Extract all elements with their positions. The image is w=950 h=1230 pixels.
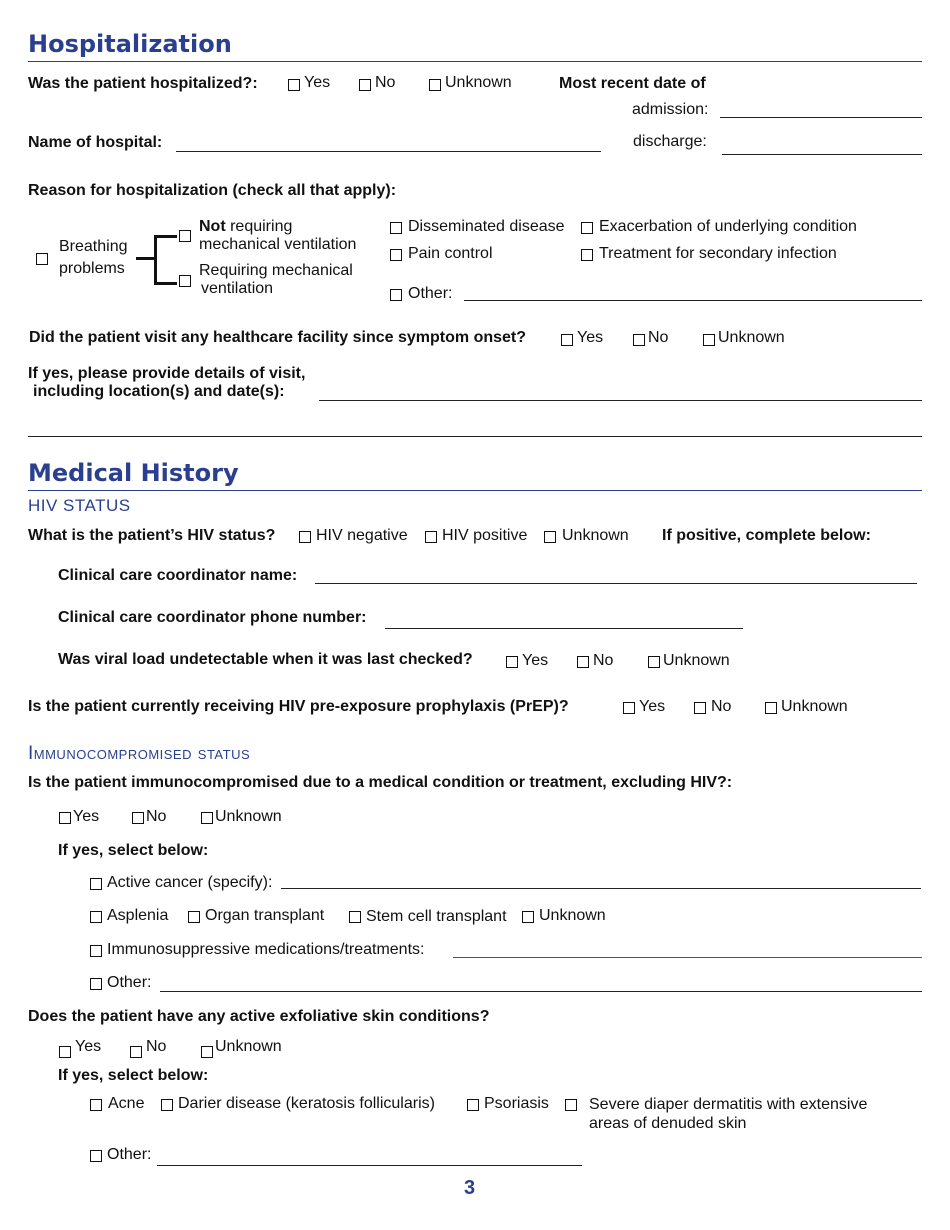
medical-history-heading: Medical History (28, 459, 239, 487)
if-positive-label: If positive, complete below: (662, 527, 871, 544)
exacerbation-label: Exacerbation of underlying condition (599, 218, 857, 235)
bracket (154, 235, 177, 285)
hiv-unknown-label: Unknown (562, 527, 629, 544)
hiv-positive-label: HIV positive (442, 527, 528, 544)
pain-control-checkbox[interactable] (390, 249, 402, 261)
skin-question: Does the patient have any active exfoliative skin conditions? (28, 1008, 490, 1025)
skin-no-label: No (146, 1038, 167, 1055)
visit-details-label-1: If yes, please provide details of visit, (28, 365, 306, 382)
prep-unknown-checkbox[interactable] (765, 702, 777, 714)
immuno-unknown-checkbox[interactable] (201, 812, 213, 824)
not-requiring-label-2: mechanical ventilation (199, 236, 357, 253)
admission-date-field[interactable] (720, 117, 922, 118)
stem-cell-label: Stem cell transplant (366, 908, 507, 925)
visit-no-label: No (648, 329, 669, 346)
immuno-select-unknown-label: Unknown (539, 907, 606, 924)
section-divider (28, 61, 922, 62)
visit-details-field-1[interactable] (319, 400, 922, 401)
prep-yes-label: Yes (639, 698, 666, 715)
hospitalization-heading: Hospitalization (28, 30, 232, 58)
immunocompromised-subheading: Immunocompromised status (28, 743, 251, 764)
reason-other-checkbox[interactable] (390, 289, 402, 301)
breathing-label-2: problems (59, 260, 125, 277)
skin-unknown-label: Unknown (215, 1038, 282, 1055)
hospital-name-field[interactable] (176, 151, 601, 152)
immuno-other-field[interactable] (160, 991, 922, 992)
not-requiring-label (199, 218, 292, 236)
hiv-negative-checkbox[interactable] (299, 531, 311, 543)
breathing-label-1: Breathing (59, 238, 128, 255)
viral-unknown-checkbox[interactable] (648, 656, 660, 668)
prep-unknown-label: Unknown (781, 698, 848, 715)
visit-details-field-2[interactable] (28, 436, 922, 437)
bracket-stem (136, 257, 156, 260)
skin-no-checkbox[interactable] (130, 1046, 142, 1058)
immunosuppressive-field[interactable] (453, 957, 922, 958)
asplenia-label: Asplenia (107, 907, 169, 924)
visit-details-label-2: including location(s) and date(s): (33, 383, 285, 400)
recent-date-label: Most recent date of (559, 75, 706, 92)
exacerbation-checkbox[interactable] (581, 222, 593, 234)
hospitalized-unknown-label: Unknown (445, 74, 512, 91)
hospitalized-no-label: No (375, 74, 396, 91)
viral-yes-checkbox[interactable] (506, 656, 518, 668)
immuno-if-yes-label: If yes, select below: (58, 842, 209, 859)
immuno-no-checkbox[interactable] (132, 812, 144, 824)
disseminated-label: Disseminated disease (408, 218, 565, 235)
skin-unknown-checkbox[interactable] (201, 1046, 213, 1058)
viral-unknown-label: Unknown (663, 652, 730, 669)
viral-yes-label: Yes (522, 652, 549, 669)
visit-yes-checkbox[interactable] (561, 334, 573, 346)
immunocompromised-question: Is the patient immunocompromised due to a medical condition or treatment, excluding HIV?: (28, 774, 733, 791)
acne-label: Acne (108, 1095, 145, 1112)
breathing-problems-checkbox[interactable] (36, 253, 48, 265)
hiv-status-subheading: HIV STATUS (28, 496, 131, 515)
psoriasis-checkbox[interactable] (467, 1099, 479, 1111)
immuno-other-checkbox[interactable] (90, 978, 102, 990)
prep-yes-checkbox[interactable] (623, 702, 635, 714)
skin-yes-checkbox[interactable] (59, 1046, 71, 1058)
prep-no-label: No (711, 698, 732, 715)
prep-no-checkbox[interactable] (694, 702, 706, 714)
visit-unknown-checkbox[interactable] (703, 334, 715, 346)
stem-cell-checkbox[interactable] (349, 911, 361, 923)
page-number: 3 (464, 1177, 476, 1199)
immuno-select-unknown-checkbox[interactable] (522, 911, 534, 923)
diaper-dermatitis-checkbox[interactable] (565, 1099, 577, 1111)
hospitalized-yes-checkbox[interactable] (288, 79, 300, 91)
coordinator-name-field[interactable] (315, 583, 917, 584)
immuno-no-label: No (146, 808, 167, 825)
hospitalized-no-checkbox[interactable] (359, 79, 371, 91)
immuno-unknown-label: Unknown (215, 808, 282, 825)
skin-if-yes-label: If yes, select below: (58, 1067, 209, 1084)
hospitalized-unknown-checkbox[interactable] (429, 79, 441, 91)
skin-other-label: Other: (107, 1146, 152, 1163)
coordinator-name-label: Clinical care coordinator name: (58, 567, 298, 584)
hospitalized-question: Was the patient hospitalized?: (28, 75, 258, 92)
skin-other-checkbox[interactable] (90, 1150, 102, 1162)
pain-control-label: Pain control (408, 245, 493, 262)
organ-transplant-label: Organ transplant (205, 907, 325, 924)
diaper-label-2: areas of denuded skin (589, 1115, 747, 1132)
immuno-yes-label: Yes (73, 808, 100, 825)
skin-other-field[interactable] (157, 1165, 582, 1166)
requiring-ventilation-checkbox[interactable] (179, 275, 191, 287)
visit-unknown-label: Unknown (718, 329, 785, 346)
psoriasis-label: Psoriasis (484, 1095, 549, 1112)
requiring-label-1: Requiring mechanical (199, 262, 353, 279)
active-cancer-field[interactable] (281, 888, 921, 889)
immunosuppressive-label: Immunosuppressive medications/treatments: (107, 941, 425, 958)
visit-yes-label: Yes (577, 329, 604, 346)
discharge-date-field[interactable] (722, 154, 922, 155)
secondary-infection-label: Treatment for secondary infection (599, 245, 837, 262)
visit-no-checkbox[interactable] (633, 334, 645, 346)
acne-checkbox[interactable] (90, 1099, 102, 1111)
active-cancer-label: Active cancer (specify): (107, 874, 273, 891)
diaper-label-1: Severe diaper dermatitis with extensive (589, 1096, 868, 1113)
not-requiring-ventilation-checkbox[interactable] (179, 230, 191, 242)
prep-question: Is the patient currently receiving HIV pre-exposure prophylaxis (PrEP)? (28, 698, 569, 715)
discharge-label: discharge: (633, 133, 707, 150)
hiv-question: What is the patient’s HIV status? (28, 527, 276, 544)
active-cancer-checkbox[interactable] (90, 878, 102, 890)
disseminated-checkbox[interactable] (390, 222, 402, 234)
organ-transplant-checkbox[interactable] (188, 911, 200, 923)
asplenia-checkbox[interactable] (90, 911, 102, 923)
darier-label: Darier disease (keratosis follicularis) (178, 1095, 435, 1112)
viral-load-question: Was viral load undetectable when it was last checked? (58, 651, 473, 668)
reason-other-field[interactable] (464, 300, 922, 301)
admission-label: admission: (632, 101, 709, 118)
secondary-infection-checkbox[interactable] (581, 249, 593, 261)
hiv-positive-checkbox[interactable] (425, 531, 437, 543)
reason-label: Reason for hospitalization (check all that apply): (28, 182, 397, 199)
skin-yes-label: Yes (75, 1038, 102, 1055)
requiring-label-2: ventilation (201, 280, 274, 297)
hiv-negative-label: HIV negative (316, 527, 408, 544)
viral-no-label: No (593, 652, 614, 669)
hospital-name-label: Name of hospital: (28, 134, 163, 151)
reason-other-label: Other: (408, 285, 453, 302)
hiv-unknown-checkbox[interactable] (544, 531, 556, 543)
not-rest: requiring (225, 218, 293, 235)
section-divider (28, 490, 922, 491)
coordinator-phone-field[interactable] (385, 628, 743, 629)
immuno-yes-checkbox[interactable] (59, 812, 71, 824)
darier-checkbox[interactable] (161, 1099, 173, 1111)
viral-no-checkbox[interactable] (577, 656, 589, 668)
hospitalized-yes-label: Yes (304, 74, 331, 91)
coordinator-phone-label: Clinical care coordinator phone number: (58, 609, 367, 626)
immunosuppressive-checkbox[interactable] (90, 945, 102, 957)
not-bold: Not (199, 218, 226, 235)
immuno-other-label: Other: (107, 974, 152, 991)
visit-question: Did the patient visit any healthcare facility since symptom onset? (29, 329, 527, 346)
